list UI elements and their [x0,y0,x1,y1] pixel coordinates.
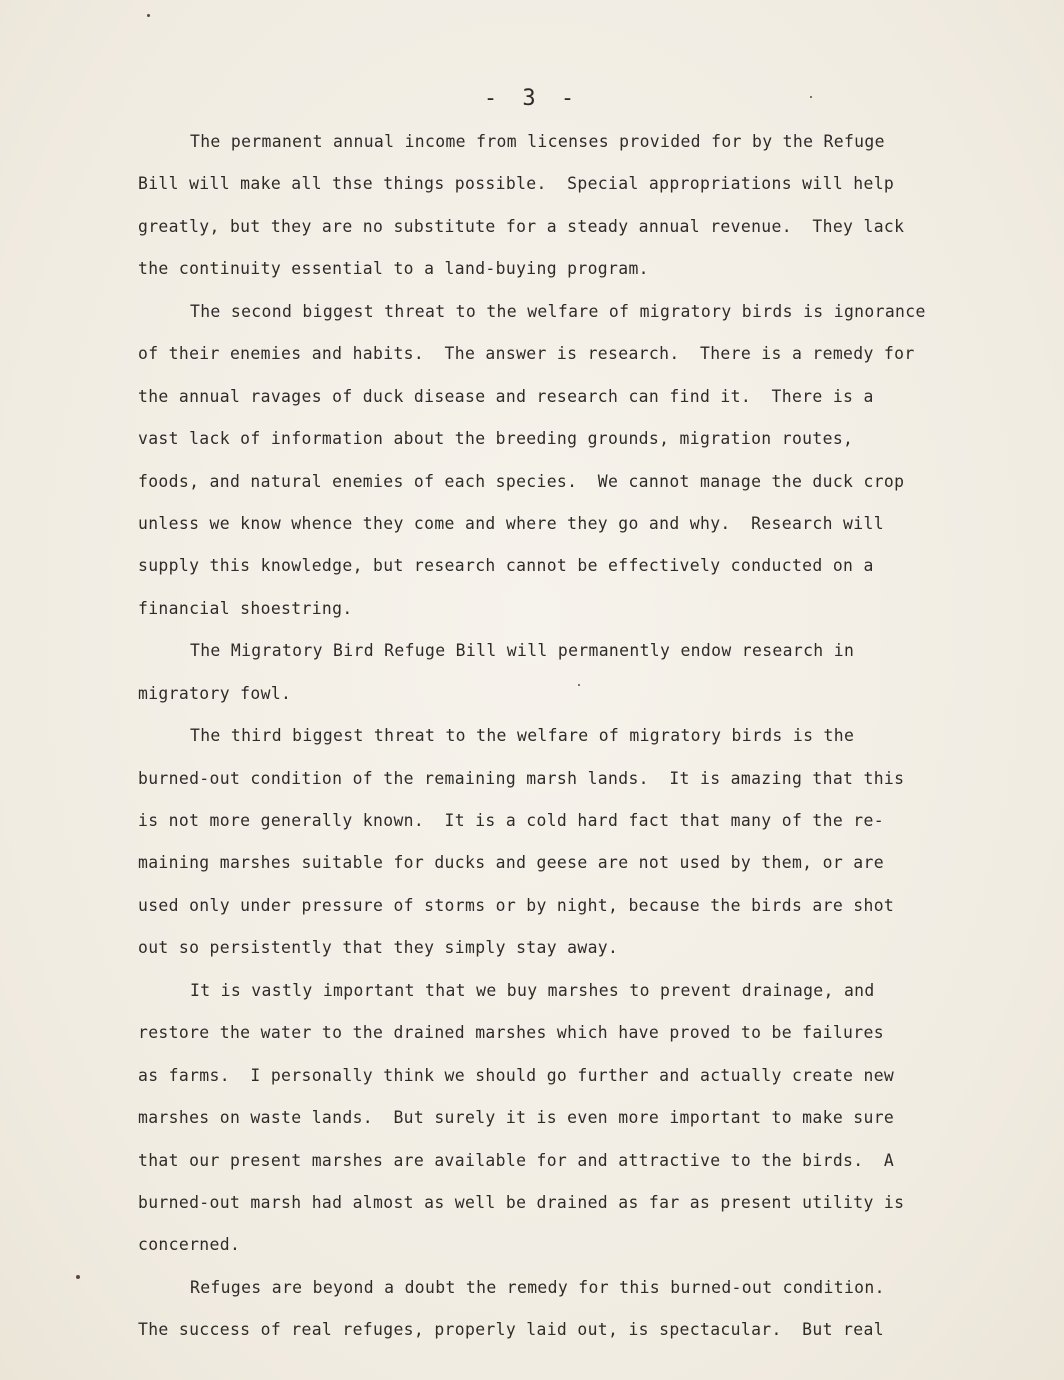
paper-speck [578,684,580,686]
text-line: the continuity essential to a land-buying program. [138,259,649,279]
text-line: It is vastly important that we buy marshes to prevent drainage, and [190,980,875,1000]
text-line: is not more generally known. It is a cold hard fact that many of the re- [138,811,884,830]
text-line: The third biggest threat to the welfare of migratory birds is the [190,726,855,746]
text-line: out so persistently that they simply stay away. [138,938,619,958]
text-line: used only under pressure of storms or by night, because the birds are shot [138,895,895,915]
paper-speck [76,1275,80,1279]
text-line: Refuges are beyond a doubt the remedy for this burned-out condition. [190,1277,885,1297]
text-line: The success of real refuges, properly laid out, is spectacular. But real [138,1320,884,1340]
text-line: The Migratory Bird Refuge Bill will permanently endow research in [190,641,855,661]
text-line: unless we know whence they come and where they go and why. Research will [138,513,884,533]
text-line: that our present marshes are available for and attractive to the birds. A [138,1150,895,1170]
text-line: supply this knowledge, but research cannot be effectively conducted on a [138,556,874,576]
text-line: migratory fowl. [138,683,292,703]
page-number: - 3 - [483,86,581,111]
text-line: as farms. I personally think we should go further and actually create new [138,1065,895,1085]
text-line: marshes on waste lands. But surely it is even more important to make sure [138,1108,895,1128]
body-text [138,121,958,1352]
text-line: concerned. [138,1235,241,1255]
text-line: maining marshes suitable for ducks and geese are not used by them, or are [138,853,884,873]
paper-speck [810,96,812,98]
text-line: the annual ravages of duck disease and research can find it. There is a [138,386,874,406]
text-line: burned-out marsh had almost as well be drained as far as present utility is [138,1192,905,1212]
paper-speck [147,14,150,17]
text-line: vast lack of information about the breeding grounds, migration routes, [138,429,854,449]
text-line: restore the water to the drained marshes which have proved to be failures [138,1023,884,1043]
text-line: foods, and natural enemies of each species. We cannot manage the duck crop [138,471,905,491]
text-line: greatly, but they are no substitute for a steady annual revenue. They lack [138,216,905,236]
text-line: The permanent annual income from licenses provided for by the Refuge [190,132,885,151]
text-line: burned-out condition of the remaining marsh lands. It is amazing that this [138,768,905,788]
text-line: The second biggest threat to the welfare of migratory birds is ignorance [190,301,926,321]
text-line: financial shoestring. [138,598,353,618]
text-line: Bill will make all thse things possible. Special appropriations will help [138,174,895,194]
text-line: of their enemies and habits. The answer is research. There is a remedy for [138,344,915,364]
